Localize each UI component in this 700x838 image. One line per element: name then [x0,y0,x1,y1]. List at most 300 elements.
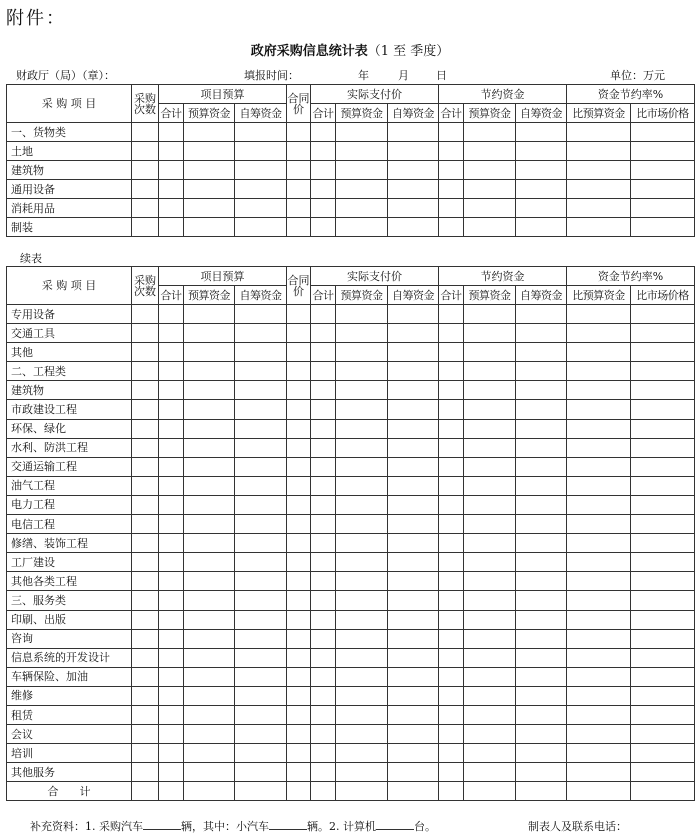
data-cell[interactable] [516,199,567,218]
data-cell[interactable] [287,180,311,199]
data-cell[interactable] [516,515,567,534]
data-cell[interactable] [311,142,336,161]
data-cell[interactable] [388,457,439,476]
data-cell[interactable] [159,476,184,495]
data-cell[interactable] [631,686,695,705]
data-cell[interactable] [336,515,388,534]
data-cell[interactable] [388,667,439,686]
data-cell[interactable] [287,686,311,705]
data-cell[interactable] [631,610,695,629]
data-cell[interactable] [336,457,388,476]
data-cell[interactable] [235,381,287,400]
data-cell[interactable] [631,648,695,667]
data-cell[interactable] [184,305,235,324]
data-cell[interactable] [311,629,336,648]
data-cell[interactable] [311,648,336,667]
data-cell[interactable] [184,572,235,591]
data-cell[interactable] [235,744,287,763]
data-cell[interactable] [516,343,567,362]
data-cell[interactable] [235,123,287,142]
data-cell[interactable] [631,324,695,343]
data-cell[interactable] [311,381,336,400]
data-cell[interactable] [567,667,631,686]
data-cell[interactable] [336,591,388,610]
data-cell[interactable] [159,161,184,180]
data-cell[interactable] [439,438,464,457]
data-cell[interactable] [287,218,311,237]
data-cell[interactable] [439,648,464,667]
data-cell[interactable] [516,705,567,724]
data-cell[interactable] [132,553,159,572]
data-cell[interactable] [631,534,695,553]
data-cell[interactable] [439,610,464,629]
data-cell[interactable] [439,553,464,572]
data-cell[interactable] [311,553,336,572]
data-cell[interactable] [184,629,235,648]
data-cell[interactable] [235,629,287,648]
data-cell[interactable] [516,744,567,763]
data-cell[interactable] [567,610,631,629]
data-cell[interactable] [235,495,287,514]
data-cell[interactable] [439,400,464,419]
data-cell[interactable] [439,343,464,362]
data-cell[interactable] [567,648,631,667]
data-cell[interactable] [287,534,311,553]
data-cell[interactable] [159,199,184,218]
data-cell[interactable] [311,400,336,419]
data-cell[interactable] [287,725,311,744]
data-cell[interactable] [464,457,516,476]
data-cell[interactable] [464,400,516,419]
data-cell[interactable] [287,610,311,629]
data-cell[interactable] [287,705,311,724]
data-cell[interactable] [287,381,311,400]
data-cell[interactable] [287,629,311,648]
data-cell[interactable] [516,381,567,400]
data-cell[interactable] [516,629,567,648]
data-cell[interactable] [388,123,439,142]
data-cell[interactable] [516,400,567,419]
data-cell[interactable] [464,648,516,667]
data-cell[interactable] [388,725,439,744]
data-cell[interactable] [439,142,464,161]
data-cell[interactable] [439,744,464,763]
data-cell[interactable] [336,305,388,324]
data-cell[interactable] [439,686,464,705]
car-count-field[interactable] [269,820,307,830]
data-cell[interactable] [464,705,516,724]
data-cell[interactable] [336,763,388,782]
data-cell[interactable] [567,180,631,199]
data-cell[interactable] [439,705,464,724]
data-cell[interactable] [235,180,287,199]
data-cell[interactable] [235,534,287,553]
data-cell[interactable] [235,161,287,180]
data-cell[interactable] [464,629,516,648]
data-cell[interactable] [336,218,388,237]
data-cell[interactable] [235,400,287,419]
data-cell[interactable] [287,572,311,591]
data-cell[interactable] [516,123,567,142]
data-cell[interactable] [159,343,184,362]
data-cell[interactable] [631,572,695,591]
data-cell[interactable] [631,763,695,782]
data-cell[interactable] [388,381,439,400]
data-cell[interactable] [287,142,311,161]
data-cell[interactable] [184,362,235,381]
data-cell[interactable] [336,476,388,495]
data-cell[interactable] [516,495,567,514]
data-cell[interactable] [159,419,184,438]
data-cell[interactable] [567,142,631,161]
data-cell[interactable] [388,629,439,648]
data-cell[interactable] [184,534,235,553]
data-cell[interactable] [336,161,388,180]
data-cell[interactable] [464,438,516,457]
data-cell[interactable] [336,744,388,763]
data-cell[interactable] [287,343,311,362]
data-cell[interactable] [388,591,439,610]
data-cell[interactable] [439,161,464,180]
data-cell[interactable] [336,629,388,648]
data-cell[interactable] [631,161,695,180]
data-cell[interactable] [235,305,287,324]
data-cell[interactable] [464,591,516,610]
data-cell[interactable] [132,763,159,782]
data-cell[interactable] [132,725,159,744]
vehicle-count-field[interactable] [143,820,181,830]
data-cell[interactable] [184,495,235,514]
data-cell[interactable] [132,324,159,343]
data-cell[interactable] [439,782,464,801]
data-cell[interactable] [159,534,184,553]
data-cell[interactable] [159,572,184,591]
data-cell[interactable] [159,553,184,572]
data-cell[interactable] [311,476,336,495]
data-cell[interactable] [132,218,159,237]
data-cell[interactable] [235,362,287,381]
data-cell[interactable] [159,362,184,381]
data-cell[interactable] [159,457,184,476]
data-cell[interactable] [159,324,184,343]
data-cell[interactable] [235,457,287,476]
data-cell[interactable] [184,343,235,362]
data-cell[interactable] [631,495,695,514]
computer-count-field[interactable] [376,820,414,830]
data-cell[interactable] [567,515,631,534]
data-cell[interactable] [439,495,464,514]
data-cell[interactable] [184,667,235,686]
data-cell[interactable] [159,400,184,419]
data-cell[interactable] [311,123,336,142]
data-cell[interactable] [235,591,287,610]
data-cell[interactable] [336,534,388,553]
data-cell[interactable] [311,199,336,218]
data-cell[interactable] [132,629,159,648]
data-cell[interactable] [464,667,516,686]
data-cell[interactable] [388,438,439,457]
data-cell[interactable] [336,725,388,744]
data-cell[interactable] [631,744,695,763]
data-cell[interactable] [311,305,336,324]
data-cell[interactable] [184,648,235,667]
data-cell[interactable] [235,610,287,629]
data-cell[interactable] [631,180,695,199]
data-cell[interactable] [388,400,439,419]
data-cell[interactable] [567,305,631,324]
data-cell[interactable] [464,476,516,495]
data-cell[interactable] [464,763,516,782]
data-cell[interactable] [311,180,336,199]
data-cell[interactable] [567,161,631,180]
data-cell[interactable] [184,763,235,782]
data-cell[interactable] [184,142,235,161]
data-cell[interactable] [132,534,159,553]
data-cell[interactable] [287,161,311,180]
data-cell[interactable] [311,324,336,343]
data-cell[interactable] [631,199,695,218]
data-cell[interactable] [184,591,235,610]
data-cell[interactable] [159,495,184,514]
data-cell[interactable] [464,553,516,572]
data-cell[interactable] [567,343,631,362]
data-cell[interactable] [235,782,287,801]
data-cell[interactable] [336,610,388,629]
data-cell[interactable] [235,419,287,438]
data-cell[interactable] [311,591,336,610]
data-cell[interactable] [132,161,159,180]
data-cell[interactable] [159,610,184,629]
data-cell[interactable] [159,725,184,744]
data-cell[interactable] [439,218,464,237]
data-cell[interactable] [184,180,235,199]
data-cell[interactable] [311,782,336,801]
data-cell[interactable] [336,343,388,362]
data-cell[interactable] [159,180,184,199]
data-cell[interactable] [439,515,464,534]
data-cell[interactable] [159,667,184,686]
data-cell[interactable] [464,381,516,400]
data-cell[interactable] [184,610,235,629]
data-cell[interactable] [336,667,388,686]
data-cell[interactable] [631,725,695,744]
data-cell[interactable] [388,782,439,801]
data-cell[interactable] [336,324,388,343]
data-cell[interactable] [184,218,235,237]
data-cell[interactable] [336,648,388,667]
data-cell[interactable] [132,180,159,199]
data-cell[interactable] [132,123,159,142]
data-cell[interactable] [287,362,311,381]
data-cell[interactable] [184,725,235,744]
data-cell[interactable] [235,438,287,457]
data-cell[interactable] [439,305,464,324]
data-cell[interactable] [388,572,439,591]
data-cell[interactable] [311,457,336,476]
data-cell[interactable] [388,199,439,218]
data-cell[interactable] [336,142,388,161]
data-cell[interactable] [159,591,184,610]
data-cell[interactable] [631,553,695,572]
data-cell[interactable] [336,419,388,438]
data-cell[interactable] [567,419,631,438]
data-cell[interactable] [388,476,439,495]
data-cell[interactable] [132,705,159,724]
data-cell[interactable] [184,438,235,457]
data-cell[interactable] [184,686,235,705]
data-cell[interactable] [336,381,388,400]
data-cell[interactable] [631,629,695,648]
data-cell[interactable] [464,725,516,744]
data-cell[interactable] [287,515,311,534]
data-cell[interactable] [132,381,159,400]
data-cell[interactable] [287,476,311,495]
data-cell[interactable] [184,515,235,534]
data-cell[interactable] [464,572,516,591]
data-cell[interactable] [336,123,388,142]
data-cell[interactable] [159,123,184,142]
data-cell[interactable] [336,400,388,419]
data-cell[interactable] [159,305,184,324]
data-cell[interactable] [516,610,567,629]
data-cell[interactable] [311,667,336,686]
data-cell[interactable] [235,667,287,686]
data-cell[interactable] [184,123,235,142]
data-cell[interactable] [159,763,184,782]
data-cell[interactable] [336,686,388,705]
data-cell[interactable] [336,553,388,572]
data-cell[interactable] [388,763,439,782]
data-cell[interactable] [567,553,631,572]
data-cell[interactable] [311,419,336,438]
data-cell[interactable] [235,476,287,495]
data-cell[interactable] [388,744,439,763]
data-cell[interactable] [132,667,159,686]
data-cell[interactable] [631,515,695,534]
data-cell[interactable] [464,305,516,324]
data-cell[interactable] [631,782,695,801]
data-cell[interactable] [311,686,336,705]
data-cell[interactable] [631,218,695,237]
data-cell[interactable] [567,457,631,476]
data-cell[interactable] [287,591,311,610]
data-cell[interactable] [631,123,695,142]
data-cell[interactable] [311,161,336,180]
data-cell[interactable] [287,648,311,667]
data-cell[interactable] [567,123,631,142]
data-cell[interactable] [287,495,311,514]
data-cell[interactable] [235,343,287,362]
data-cell[interactable] [516,142,567,161]
data-cell[interactable] [235,725,287,744]
data-cell[interactable] [464,419,516,438]
data-cell[interactable] [464,142,516,161]
data-cell[interactable] [516,725,567,744]
data-cell[interactable] [388,419,439,438]
data-cell[interactable] [287,457,311,476]
data-cell[interactable] [567,686,631,705]
data-cell[interactable] [132,648,159,667]
data-cell[interactable] [132,591,159,610]
data-cell[interactable] [287,305,311,324]
data-cell[interactable] [235,648,287,667]
data-cell[interactable] [287,763,311,782]
data-cell[interactable] [516,161,567,180]
data-cell[interactable] [439,123,464,142]
data-cell[interactable] [516,457,567,476]
data-cell[interactable] [567,476,631,495]
data-cell[interactable] [464,515,516,534]
data-cell[interactable] [159,782,184,801]
data-cell[interactable] [631,591,695,610]
data-cell[interactable] [184,161,235,180]
data-cell[interactable] [439,199,464,218]
data-cell[interactable] [516,324,567,343]
data-cell[interactable] [464,123,516,142]
data-cell[interactable] [439,381,464,400]
data-cell[interactable] [631,438,695,457]
data-cell[interactable] [184,419,235,438]
data-cell[interactable] [567,534,631,553]
data-cell[interactable] [388,515,439,534]
data-cell[interactable] [439,667,464,686]
data-cell[interactable] [184,199,235,218]
data-cell[interactable] [311,534,336,553]
data-cell[interactable] [184,705,235,724]
data-cell[interactable] [464,534,516,553]
data-cell[interactable] [235,324,287,343]
data-cell[interactable] [567,400,631,419]
data-cell[interactable] [516,534,567,553]
data-cell[interactable] [567,591,631,610]
data-cell[interactable] [516,553,567,572]
data-cell[interactable] [516,782,567,801]
data-cell[interactable] [336,572,388,591]
data-cell[interactable] [132,476,159,495]
data-cell[interactable] [336,180,388,199]
data-cell[interactable] [336,495,388,514]
data-cell[interactable] [439,476,464,495]
data-cell[interactable] [567,495,631,514]
data-cell[interactable] [235,142,287,161]
data-cell[interactable] [132,782,159,801]
data-cell[interactable] [159,705,184,724]
data-cell[interactable] [388,142,439,161]
data-cell[interactable] [567,362,631,381]
data-cell[interactable] [516,686,567,705]
data-cell[interactable] [439,180,464,199]
data-cell[interactable] [439,457,464,476]
data-cell[interactable] [567,438,631,457]
data-cell[interactable] [388,343,439,362]
data-cell[interactable] [132,457,159,476]
data-cell[interactable] [388,161,439,180]
data-cell[interactable] [631,400,695,419]
data-cell[interactable] [287,744,311,763]
data-cell[interactable] [464,686,516,705]
data-cell[interactable] [311,362,336,381]
data-cell[interactable] [439,362,464,381]
data-cell[interactable] [631,705,695,724]
data-cell[interactable] [516,305,567,324]
data-cell[interactable] [184,476,235,495]
data-cell[interactable] [287,553,311,572]
data-cell[interactable] [567,381,631,400]
data-cell[interactable] [132,610,159,629]
data-cell[interactable] [567,199,631,218]
data-cell[interactable] [132,419,159,438]
data-cell[interactable] [516,591,567,610]
